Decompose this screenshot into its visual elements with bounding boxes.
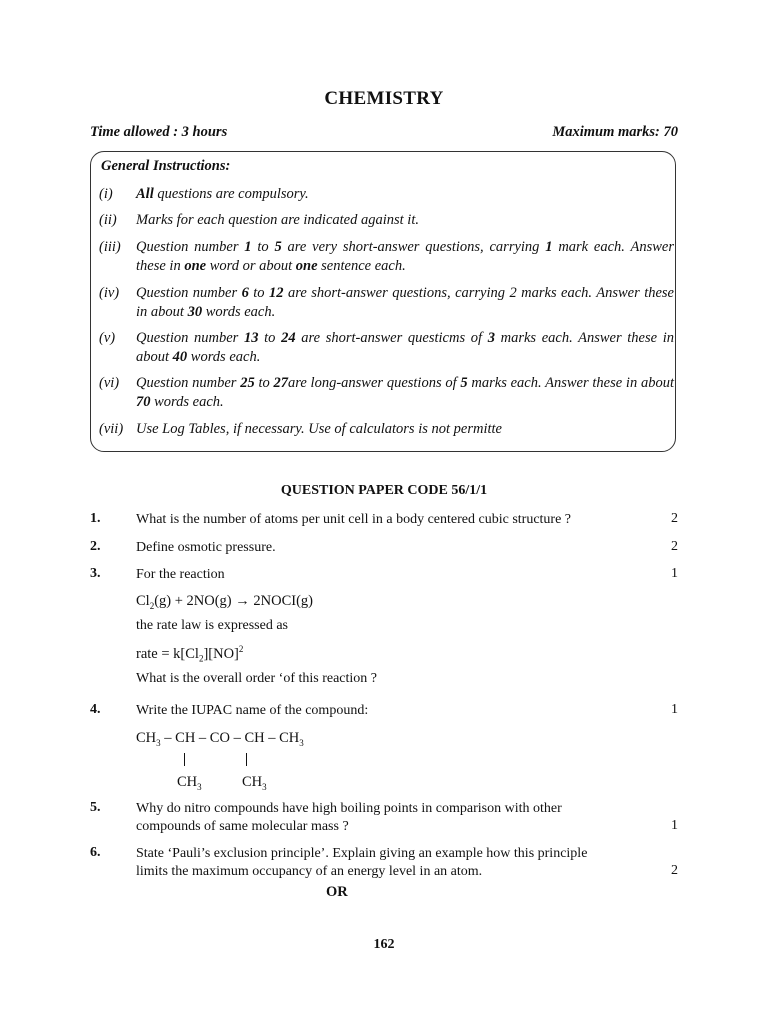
question-text: What is the number of atoms per unit cell in a body centered cubic structure ?: [136, 512, 572, 527]
bond-line: [246, 753, 247, 766]
question-number: 2.: [90, 539, 101, 554]
compound-branch: $CH_3$: [177, 774, 202, 792]
instruction-number: (v): [99, 330, 116, 346]
instruction-text: Question number 1 to 5 are very short-answer questions, carrying 1 mark each. Answer these in one word or about one sentence each.: [136, 239, 674, 274]
bond-line: [184, 753, 185, 766]
instruction-text: Use Log Tables, if necessary. Use of calculators is not permitte: [136, 421, 502, 437]
question-text: Write the IUPAC name of the compound:: [136, 703, 369, 718]
question-paper-code: QUESTION PAPER CODE 56/1/1: [280, 483, 488, 498]
question-marks: 2: [671, 511, 678, 526]
question-text: Define osmotic pressure.: [136, 540, 276, 555]
reaction-equation: $Cl_2(g) + 2NO(g)$ → 2NOCI(g): [136, 593, 313, 611]
compound-main-chain: $CH_3$ – CH – CO – CH – $CH_3$: [136, 730, 304, 748]
page-title: CHEMISTRY: [324, 88, 444, 109]
instruction-number: (i): [99, 186, 113, 202]
instructions-heading: General Instructions:: [101, 158, 231, 174]
question-text: For the reaction: [136, 567, 225, 582]
rate-law-equation: rate = $k[Cl_2][NO]^2$: [136, 644, 244, 664]
instruction-number: (vi): [99, 375, 120, 391]
question-text: State ‘Pauli’s exclusion principle’. Explain giving an example how this principle limits the maximum occupancy of an energy level in an atom.: [136, 846, 588, 879]
question-number: 1.: [90, 511, 101, 526]
instruction-number: (iii): [99, 239, 121, 255]
page-number: 162: [373, 937, 395, 952]
time-allowed: Time allowed : 3 hours: [90, 124, 228, 140]
question-text: Why do nitro compounds have high boiling points in comparison with other compounds of same molecular mass ?: [136, 801, 562, 834]
question-marks: 1: [671, 818, 678, 833]
question-marks: 2: [671, 539, 678, 554]
compound-branch: $CH_3$: [242, 774, 267, 792]
instruction-text: Question number 6 to 12 are short-answer questions, carrying 2 marks each. Answer these in about 30 words each.: [136, 285, 674, 320]
question-number: 3.: [90, 566, 101, 581]
instruction-number: (iv): [99, 285, 120, 301]
instruction-number: (ii): [99, 212, 117, 228]
instruction-number: (vii): [99, 421, 124, 437]
question-number: 4.: [90, 702, 101, 717]
general-instructions-box: [90, 151, 676, 452]
instruction-text: Marks for each question are indicated against it.: [136, 212, 419, 228]
question-number: 5.: [90, 800, 101, 815]
rate-law-question: What is the overall order ‘of this reaction ?: [136, 671, 378, 686]
question-marks: 2: [671, 863, 678, 878]
instruction-text: All questions are compulsory.: [136, 186, 309, 202]
question-marks: 1: [671, 566, 678, 581]
instruction-text: Question number 25 to 27are long-answer questions of 5 marks each. Answer these in about 70 words each.: [136, 375, 675, 410]
question-number: 6.: [90, 845, 101, 860]
rate-law-intro: the rate law is expressed as: [136, 618, 288, 633]
or-separator: OR: [326, 884, 348, 900]
instruction-text: Question number 13 to 24 are short-answer questicms of 3 marks each. Answer these in about 40 words each.: [136, 330, 675, 365]
question-marks: 1: [671, 702, 678, 717]
maximum-marks: Maximum marks: 70: [552, 124, 678, 140]
